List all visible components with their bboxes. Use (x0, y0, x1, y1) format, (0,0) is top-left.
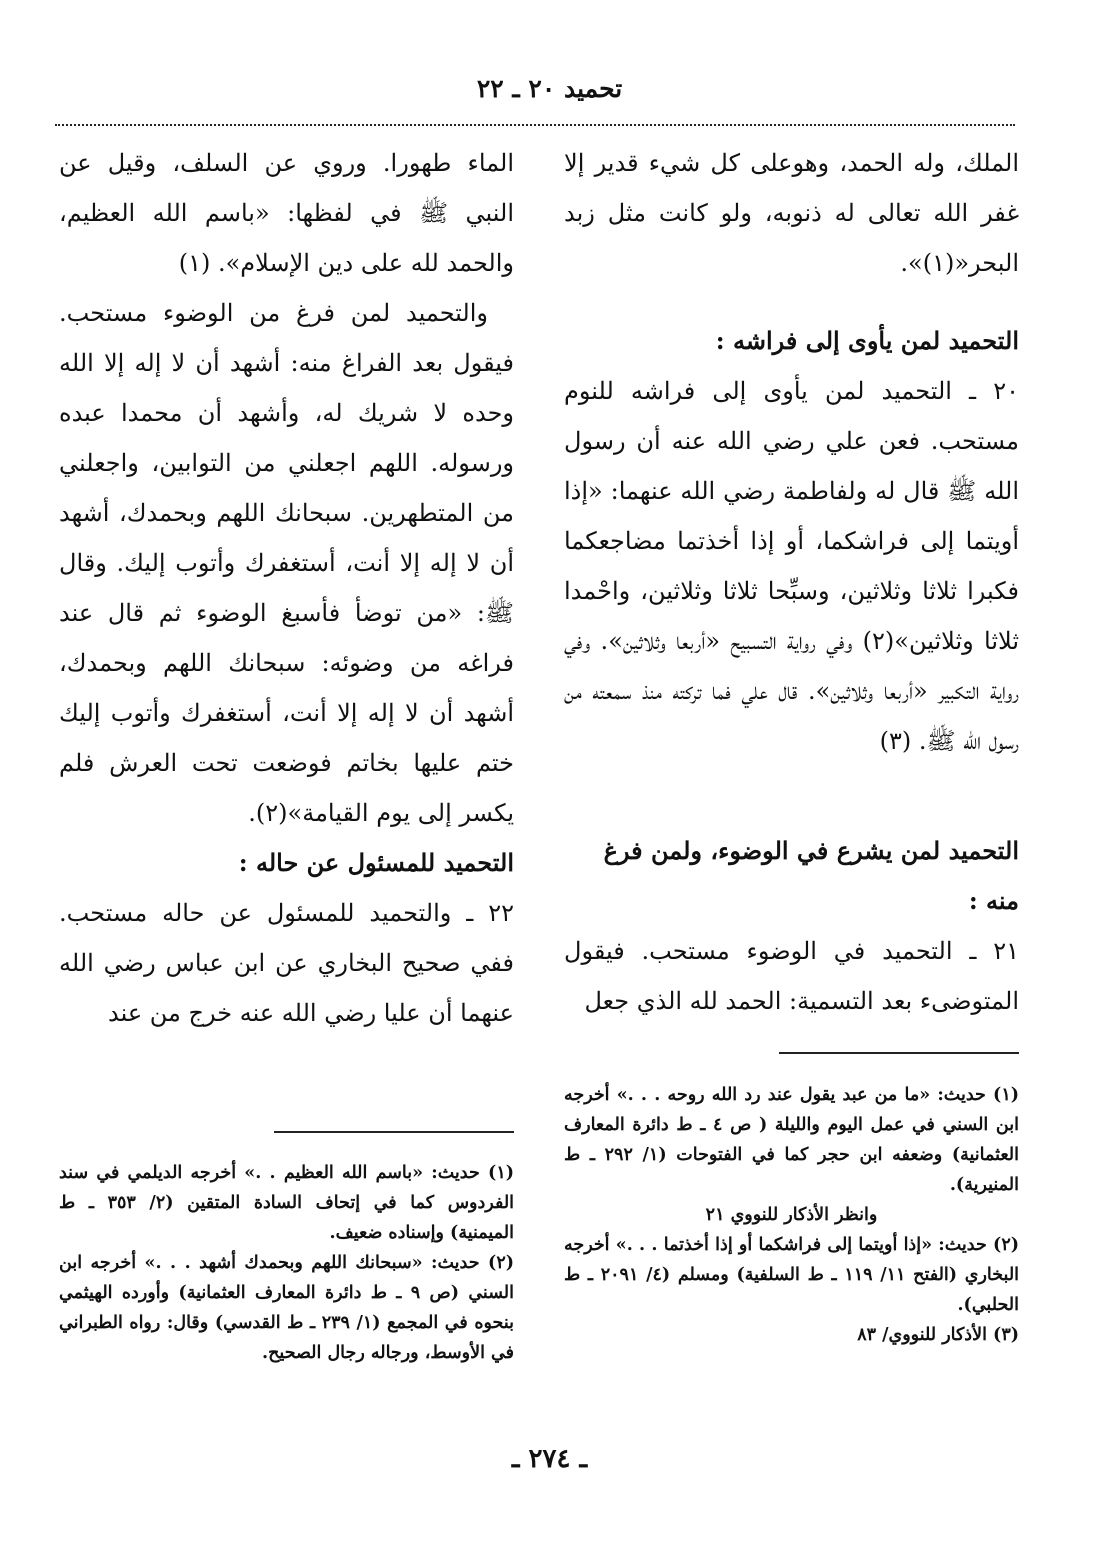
paragraph: ٢٠ ـ التحميد لمن يأوى إلى فراشه للنوم مستحب. فعن علي رضي الله عنه أن رسول الله ﷺ قال له ولفاطمة رضي الله عنهما: «إذا أويتما إلى فراشكما، أو إذا أخذتما مضاجعكما فكبرا ثلاثا وثلاثين، وسبِّحا ثلاثا وثلاثين، واحْمدا ثلاثا وثلاثين»(٢) وفي رواية التسبيح «أربعا وثلاثين». وفي رواية التكبير «أربعا وثلاثين». قال علي فما تركته منذ سمعته من رسول الله ﷺ. (٣) (564, 377, 1020, 755)
paragraph: الملك، وله الحمد، وهوعلى كل شيء قدير إلا غفر الله تعالى له ذنوبه، ولو كانت مثل زبد البحر«(١)». (564, 149, 1019, 277)
left-footnotes (59, 1158, 514, 1368)
right-column (564, 138, 1019, 1026)
paragraph: والتحميد لمن فرغ من الوضوء مستحب. فيقول بعد الفراغ منه: أشهد أن لا إله إلا الله وحده لا شريك له، وأشهد أن محمدا عبده ورسوله. اللهم اجعلني من التوابين، واجعلني من المتطهرين. سبحانك اللهم وبحمدك، أشهد أن لا إله إلا أنت، أستغفرك وأتوب إليك. وقال ﷺ: «من توضأ فأسبغ الوضوء ثم قال عند فراغه من وضوئه: سبحانك اللهم وبحمدك، أشهد أن لا إله إلا أنت، أستغفرك وأتوب إليك ختم عليها بخاتم فوضعت تحت العرش فلم يكسر إلى يوم القيامة»(٢). (59, 299, 514, 827)
section-heading: التحميد للمسئول عن حاله : (238, 848, 514, 877)
section-heading: التحميد لمن يشرع في الوضوء، ولمن فرغ منه : (603, 836, 1019, 915)
page-header-title: تحميد ٢٠ ـ ٢٢ (476, 74, 623, 103)
footnote: (١) حديث: «ما من عبد يقول عند رد الله روحه . . .» أخرجه ابن السني في عمل اليوم والليلة ( ص ٤ ـ ط دائرة المعارف العثمانية) وضعفه ابن حجر كما في الفتوحات (١/ ٢٩٢ ـ ط المنيرية). (564, 1085, 1019, 1195)
section-heading: التحميد لمن يأوى إلى فراشه : (715, 326, 1019, 355)
footnote: (٢) حديث: «إذا أويتما إلى فراشكما أو إذا أخذتما . . .» أخرجه البخاري (الفتح ١١/ ١١٩ ـ ط السلفية) ومسلم (٤/ ٢٠٩١ ـ ط الحلبي). (564, 1235, 1020, 1315)
footnote-note: وانظر الأذكار للنووي ٢١ (705, 1205, 878, 1225)
paragraph: ٢١ ـ التحميد في الوضوء مستحب. فيقول المتوضىء بعد التسمية: الحمد لله الذي جعل (564, 937, 1019, 1015)
footnote: (٣) الأذكار للنووي/ ٨٣ (857, 1325, 1019, 1345)
footnote: (٢) حديث: «سبحانك اللهم وبحمدك أشهد . . .» أخرجه ابن السني (ص ٩ ـ ط دائرة المعارف العثمانية) وأورده الهيثمي بنحوه في المجمع (١/ ٢٣٩ ـ ط القدسي) وقال: رواه الطبراني في الأوسط، ورجاله رجال الصحيح. (59, 1253, 515, 1363)
footnote: (١) حديث: «باسم الله العظيم . .» أخرجه الديلمي في سند الفردوس كما في إتحاف السادة المتقين (٢/ ٣٥٣ ـ ط الميمنية) وإسناده ضعيف. (59, 1163, 515, 1243)
header-divider (55, 124, 1015, 126)
footnote-divider (779, 1052, 1019, 1054)
paragraph: الماء طهورا. وروي عن السلف، وقيل عن النبي ﷺ في لفظها: «باسم الله العظيم، والحمد لله على دين الإسلام». (١) (59, 149, 514, 277)
footnote-divider (274, 1131, 514, 1133)
left-column (59, 138, 514, 1038)
right-footnotes (564, 1080, 1019, 1350)
paragraph: ٢٢ ـ والتحميد للمسئول عن حاله مستحب. ففي صحيح البخاري عن ابن عباس رضي الله عنهما أن عليا رضي الله عنه خرج من عند (59, 899, 515, 1027)
page-number: ـ ٢٧٤ ـ (511, 1444, 588, 1474)
